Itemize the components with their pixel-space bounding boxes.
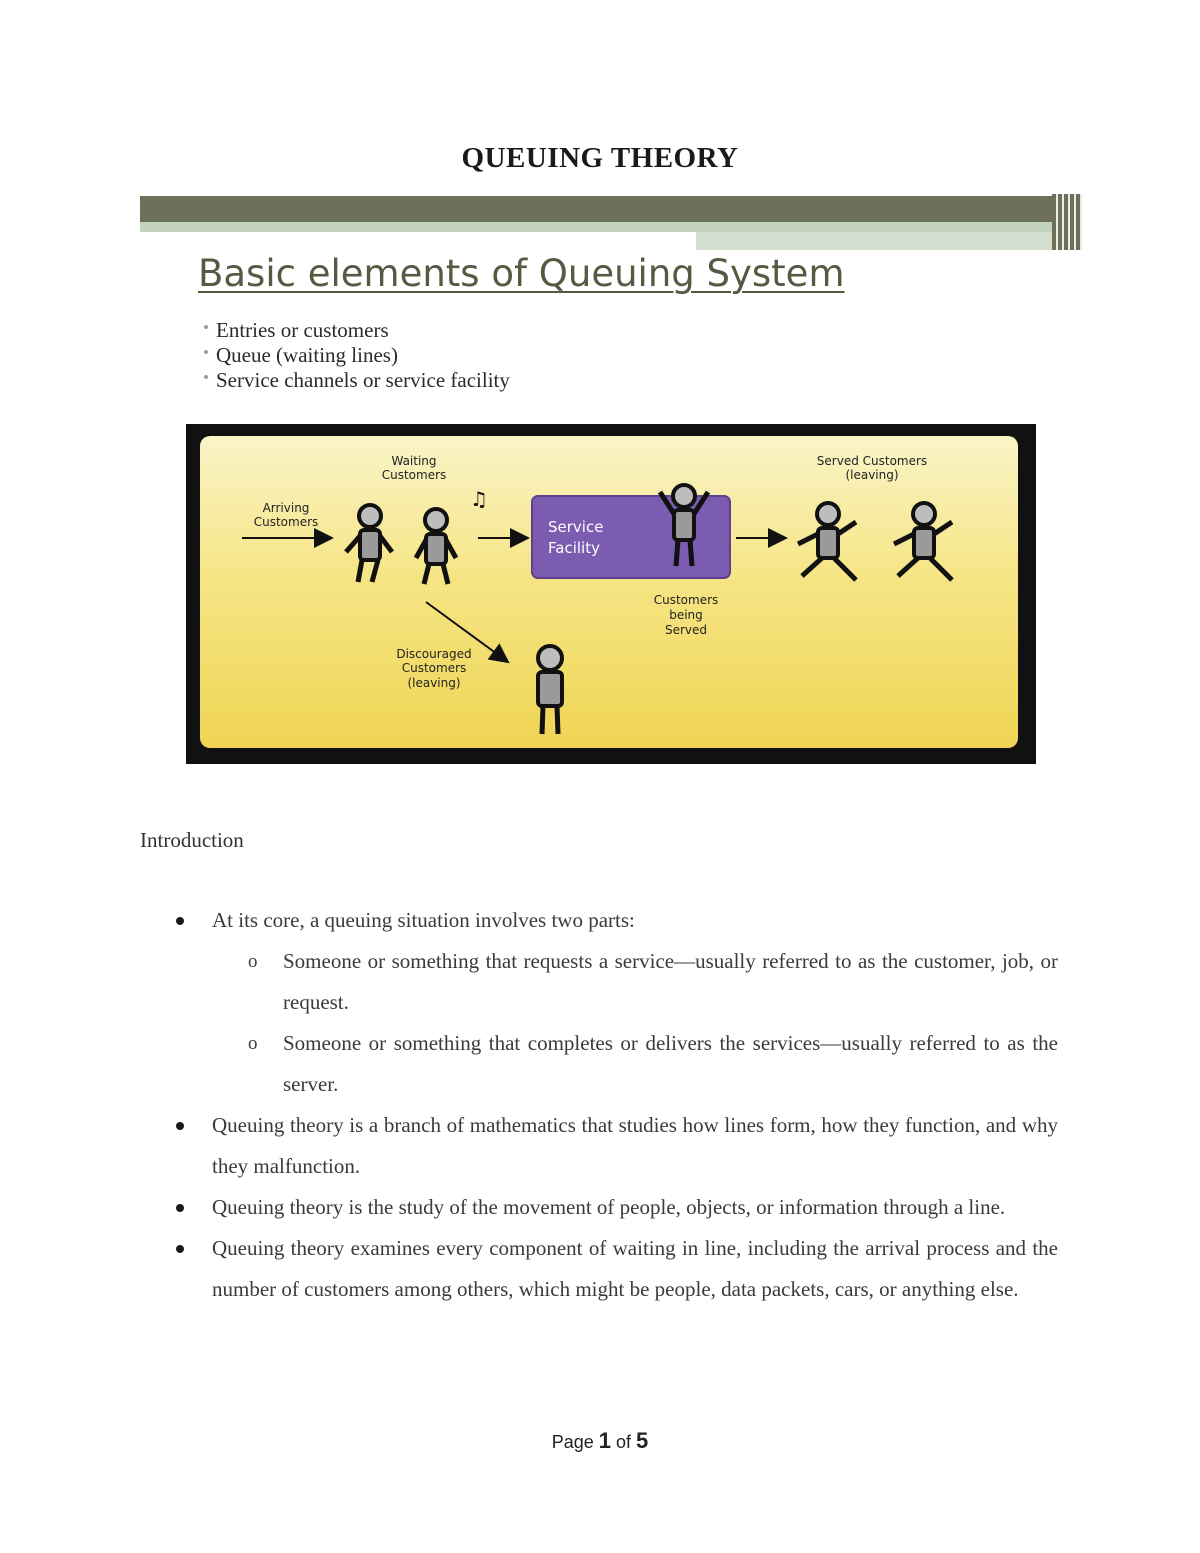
label-discouraged-3: (leaving) bbox=[407, 676, 461, 690]
slide-header-accent bbox=[140, 222, 1080, 232]
page-current: 1 bbox=[598, 1428, 611, 1453]
sub-bullet-marker: o bbox=[248, 1033, 258, 1054]
list-item: At its core, a queuing situation involves two parts: o Someone or something that requests a service—usually referred to as the customer, job, or request. o Someone or something that completes or delivers the services—usually referred to as the server. bbox=[140, 900, 1058, 1105]
bullet-dot-icon bbox=[204, 350, 208, 354]
label-waiting-2: Customers bbox=[381, 468, 447, 482]
label-served: Served Customers bbox=[816, 454, 928, 468]
slide-header-accent-2 bbox=[696, 232, 1080, 250]
label-being-served-3: Served bbox=[664, 623, 708, 637]
music-note-icon: ♫ bbox=[470, 487, 488, 511]
label-being-served: Customers bbox=[653, 593, 719, 607]
label-service-facility: Service bbox=[548, 518, 604, 536]
slide-header-bar bbox=[140, 196, 1058, 222]
slide-header-stripes bbox=[1052, 194, 1082, 250]
queuing-diagram bbox=[186, 424, 1036, 764]
list-item: Queuing theory is a branch of mathematics that studies how lines form, how they function, and why they malfunction. bbox=[140, 1105, 1058, 1187]
label-discouraged-2: Customers bbox=[401, 661, 467, 675]
slide-bullet: Service channels or service facility bbox=[204, 368, 510, 393]
slide-bullet: Entries or customers bbox=[204, 318, 510, 343]
sub-list-item: o Someone or something that requests a service—usually referred to as the customer, job, or request. bbox=[140, 941, 1058, 1023]
bullet-list bbox=[140, 900, 1058, 1310]
slide-bullet-list bbox=[204, 318, 510, 393]
bullet-dot-icon bbox=[176, 917, 184, 925]
bullet-dot-icon bbox=[204, 325, 208, 329]
label-discouraged: Discouraged bbox=[396, 647, 472, 661]
list-item: Queuing theory examines every component of waiting in line, including the arrival process and the number of customers among others, which might be people, data packets, cars, or anything else. bbox=[140, 1228, 1058, 1310]
bullet-dot-icon bbox=[176, 1204, 184, 1212]
label-served-2: (leaving) bbox=[845, 468, 899, 482]
label-waiting: Waiting bbox=[391, 454, 437, 468]
label-being-served-2: being bbox=[669, 608, 703, 622]
sub-bullet-marker: o bbox=[248, 951, 258, 972]
page-of-label: of bbox=[616, 1432, 632, 1452]
page-footer bbox=[0, 1428, 1200, 1454]
label-service-facility-2: Facility bbox=[548, 539, 600, 557]
sub-list-item: o Someone or something that completes or delivers the services—usually referred to as the server. bbox=[140, 1023, 1058, 1105]
introduction-content bbox=[140, 900, 1058, 1310]
queuing-diagram-svg bbox=[186, 424, 1036, 764]
slide-bullet: Queue (waiting lines) bbox=[204, 343, 510, 368]
diagram-background bbox=[200, 436, 1018, 748]
bullet-dot-icon bbox=[204, 375, 208, 379]
slide-graphic bbox=[140, 194, 1080, 774]
slide-title: Basic elements of Queuing System bbox=[198, 252, 845, 295]
page-total: 5 bbox=[636, 1428, 649, 1453]
bullet-dot-icon bbox=[176, 1245, 184, 1253]
label-arriving: Arriving bbox=[262, 501, 310, 515]
bullet-dot-icon bbox=[176, 1122, 184, 1130]
page-label: Page bbox=[551, 1432, 594, 1452]
list-item: Queuing theory is the study of the movement of people, objects, or information through a line. bbox=[140, 1187, 1058, 1228]
section-heading-introduction: Introduction bbox=[140, 828, 244, 852]
document-title: QUEUING THEORY bbox=[461, 142, 739, 174]
label-arriving-2: Customers bbox=[253, 515, 319, 529]
sub-bullet-list bbox=[212, 941, 1058, 1105]
